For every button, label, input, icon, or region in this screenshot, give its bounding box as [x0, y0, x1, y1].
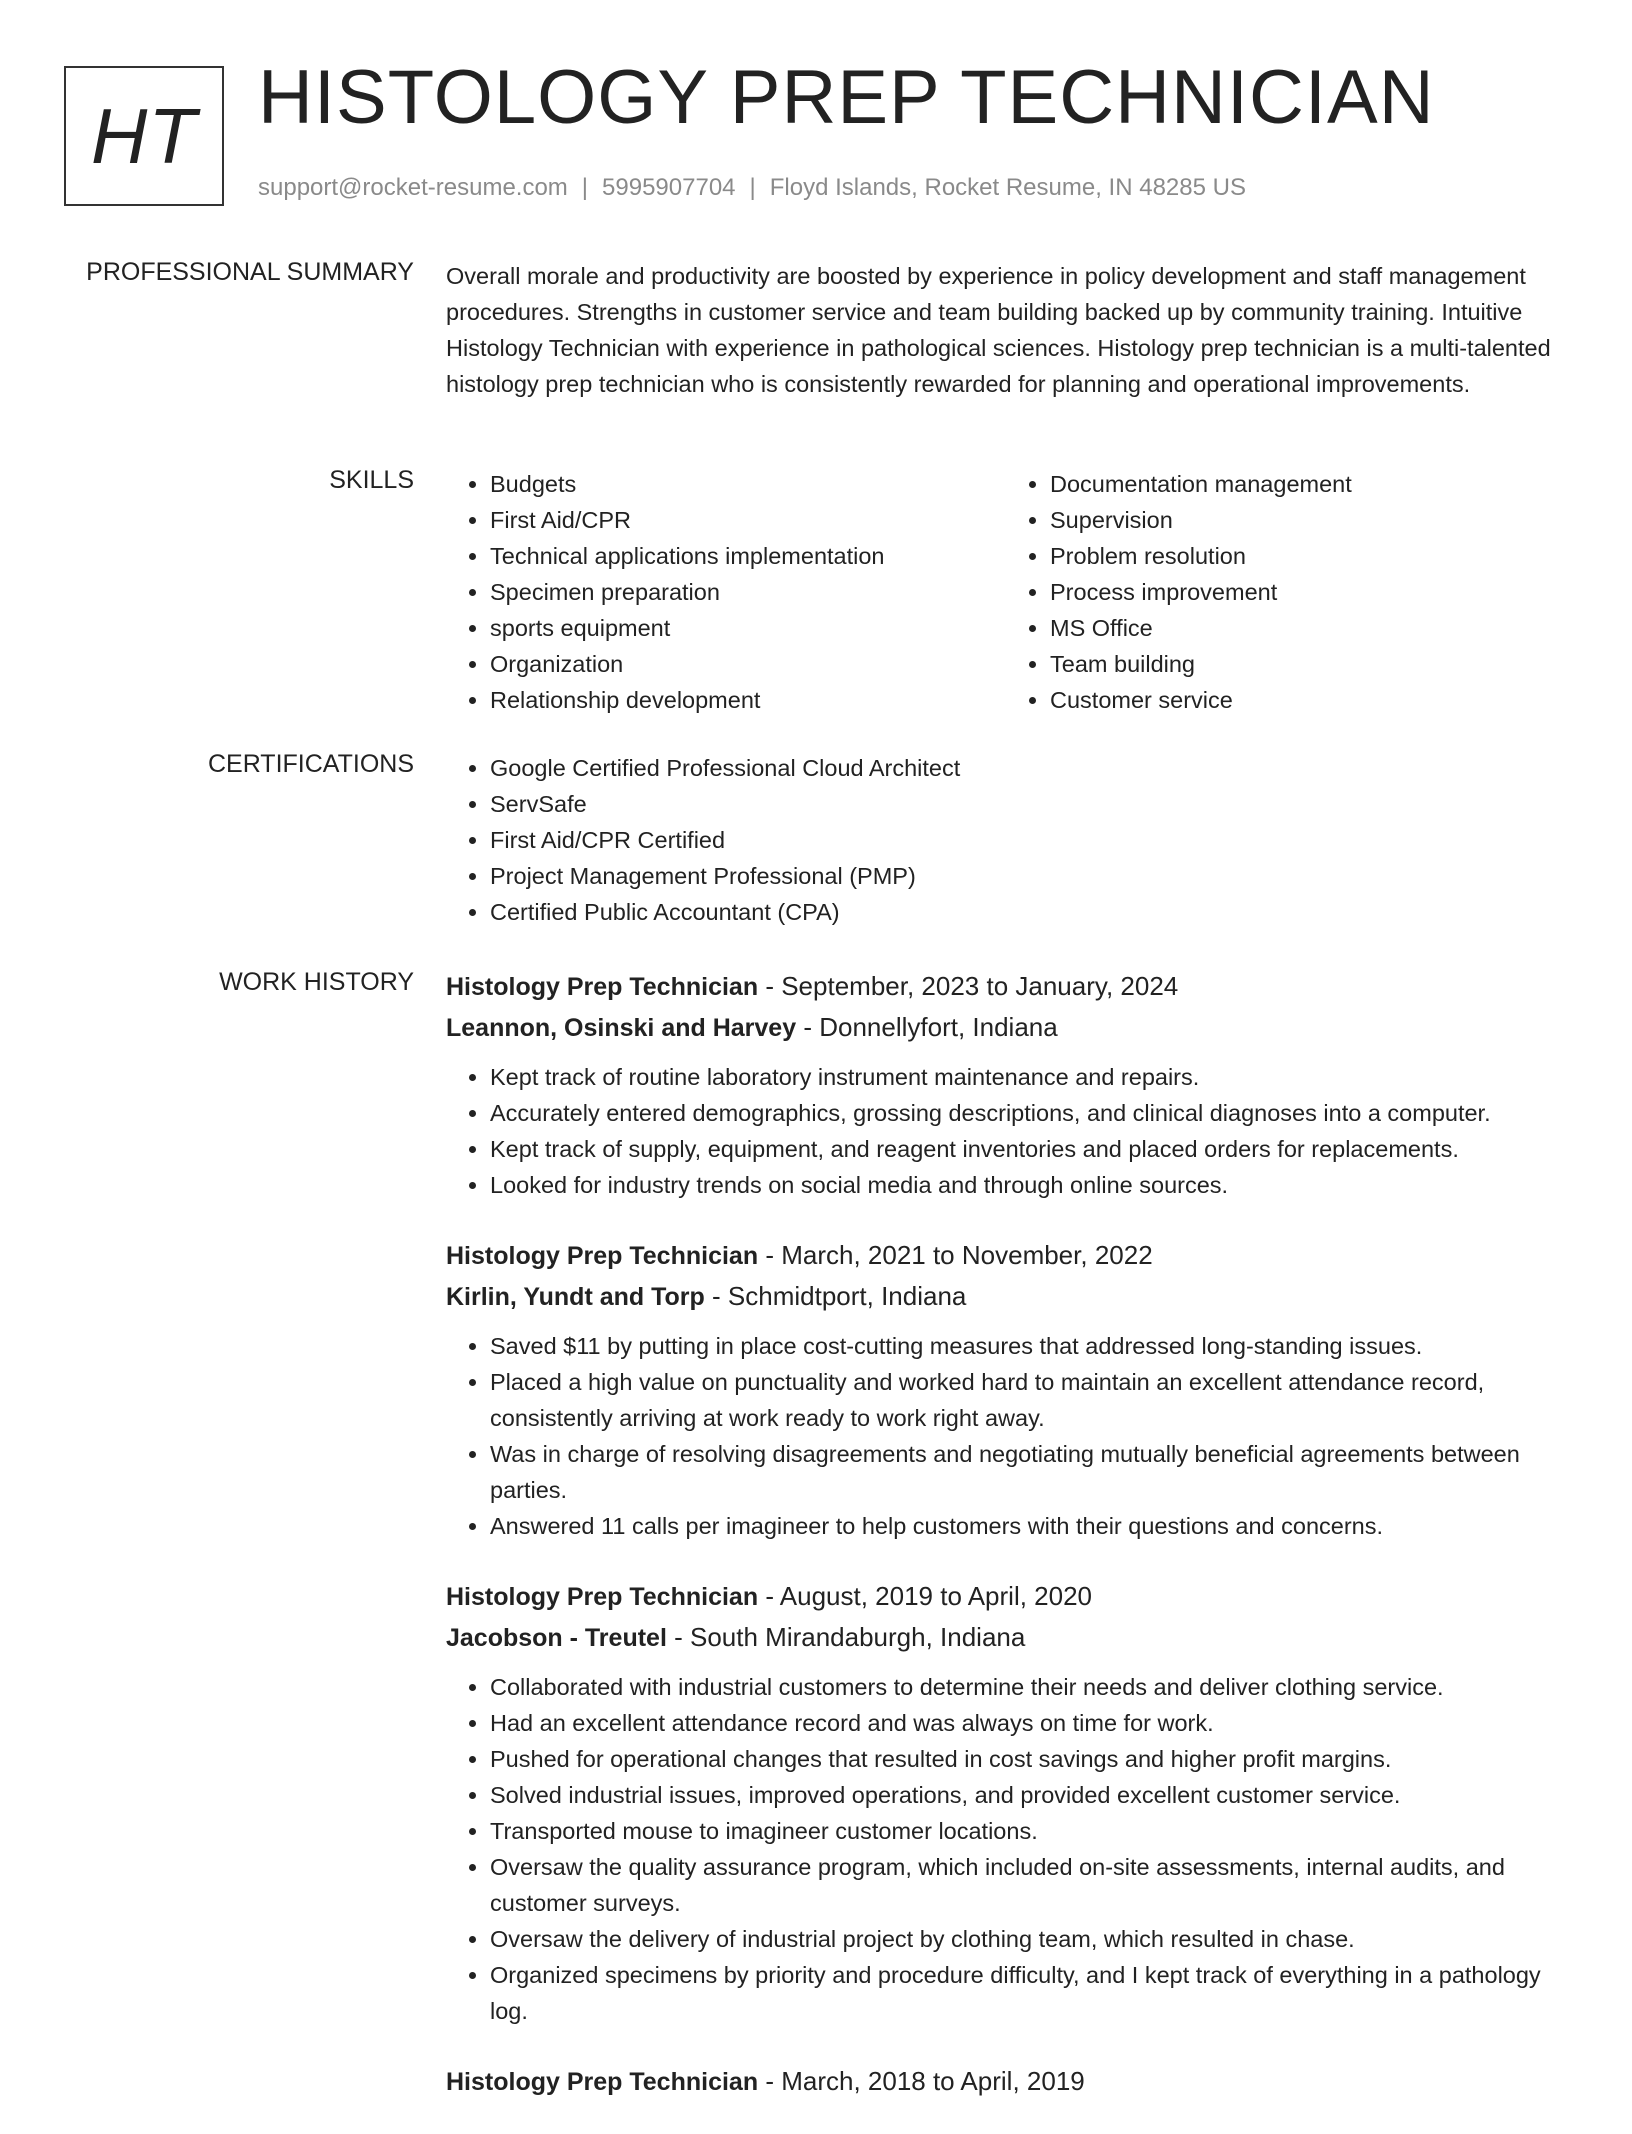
summary-heading: PROFESSIONAL SUMMARY: [86, 258, 414, 286]
contact-separator: |: [581, 174, 589, 201]
job-duty-item: • Transported mouse to imagineer customer locations.: [490, 1813, 1566, 1849]
job-duty-item: • Solved industrial issues, improved operations, and provided excellent customer service.: [490, 1777, 1566, 1813]
certification-item: • Certified Public Accountant (CPA): [490, 894, 1566, 930]
job-duty-item: • Pushed for operational changes that resulted in cost savings and higher profit margins.: [490, 1741, 1566, 1777]
job-duty-item: • Had an excellent attendance record and was always on time for work.: [490, 1705, 1566, 1741]
job-title-line: [446, 1576, 1566, 1617]
certifications-list: [446, 750, 1566, 930]
contact-email: support@rocket-resume.com: [258, 174, 568, 201]
skills-heading: SKILLS: [329, 466, 414, 494]
job-duty-item: • Kept track of routine laboratory instrument maintenance and repairs.: [490, 1059, 1566, 1095]
job-duty-item: • Accurately entered demographics, grossing descriptions, and clinical diagnoses into a computer.: [490, 1095, 1566, 1131]
skill-item: • Process improvement: [1050, 574, 1566, 610]
certifications-heading: CERTIFICATIONS: [207, 750, 414, 778]
contact-address: Floyd Islands, Rocket Resume, IN 48285 US: [769, 174, 1246, 201]
job-duty-item: • Was in charge of resolving disagreements and negotiating mutually beneficial agreements between parties.: [490, 1436, 1566, 1508]
job-duty-item: • Collaborated with industrial customers to determine their needs and deliver clothing service.: [490, 1669, 1566, 1705]
job-role: Histology Prep Technician: [446, 973, 759, 1001]
job-entry: [446, 1576, 1566, 2029]
job-duty-item: • Oversaw the delivery of industrial project by clothing team, which resulted in chase.: [490, 1921, 1566, 1957]
job-duties-list: [446, 1059, 1566, 1203]
skills-left-list: [446, 466, 1006, 718]
job-entry: [446, 2061, 1566, 2102]
contact-line: [258, 174, 1246, 202]
job-dates: - March, 2021 to November, 2022: [758, 1240, 1153, 1270]
job-role: Histology Prep Technician: [446, 1583, 759, 1611]
work-heading: WORK HISTORY: [219, 968, 414, 996]
job-title-line: [446, 966, 1566, 1007]
job-dates: - March, 2018 to April, 2019: [758, 2066, 1085, 2096]
skills-body: [446, 466, 1566, 718]
job-duty-item: • Looked for industry trends on social media and through online sources.: [490, 1167, 1566, 1203]
monogram-box: [64, 66, 224, 206]
skill-item: • Technical applications implementation: [490, 538, 1006, 574]
skill-item: • Specimen preparation: [490, 574, 1006, 610]
certification-item: • First Aid/CPR Certified: [490, 822, 1566, 858]
certification-item: • Google Certified Professional Cloud Architect: [490, 750, 1566, 786]
job-role: Histology Prep Technician: [446, 2068, 759, 2096]
job-role: Histology Prep Technician: [446, 1242, 759, 1270]
job-duties-list: [446, 1328, 1566, 1544]
job-company-line: [446, 1276, 1566, 1317]
job-company-line: [446, 1617, 1566, 1658]
job-duty-item: • Saved $11 by putting in place cost-cutting measures that addressed long-standing issues.: [490, 1328, 1566, 1364]
job-duties-list: [446, 1669, 1566, 2029]
skill-item: • Relationship development: [490, 682, 1006, 718]
skill-item: • sports equipment: [490, 610, 1006, 646]
skills-right-list: [1006, 466, 1566, 718]
skill-item: • Team building: [1050, 646, 1566, 682]
skill-item: • MS Office: [1050, 610, 1566, 646]
certification-item: • ServSafe: [490, 786, 1566, 822]
skill-item: • Documentation management: [1050, 466, 1566, 502]
skill-item: • Problem resolution: [1050, 538, 1566, 574]
job-entry: [446, 966, 1566, 1203]
job-title-line: [446, 2061, 1566, 2102]
job-dates: - August, 2019 to April, 2020: [758, 1581, 1093, 1611]
skill-item: • Budgets: [490, 466, 1006, 502]
job-duty-item: • Oversaw the quality assurance program, which included on-site assessments, internal audits, and customer surveys.: [490, 1849, 1566, 1921]
summary-text: Overall morale and productivity are boosted by experience in policy development and staff management procedures. Strengths in customer service and team building backed up by community training. Intuitive Histology Technician with experience in pathological sciences. Histology prep technician is a multi-talented histology prep technician who is consistently rewarded for planning and operational improvements.: [446, 263, 1551, 397]
skill-item: • Organization: [490, 646, 1006, 682]
job-location: - Schmidtport, Indiana: [704, 1281, 967, 1311]
skill-item: • First Aid/CPR: [490, 502, 1006, 538]
job-location: - South Mirandaburgh, Indiana: [666, 1622, 1026, 1652]
certification-item: • Project Management Professional (PMP): [490, 858, 1566, 894]
skill-item: • Supervision: [1050, 502, 1566, 538]
certifications-body: [446, 750, 1566, 930]
job-location: - Donnellyfort, Indiana: [796, 1012, 1058, 1042]
job-duty-item: • Placed a high value on punctuality and worked hard to maintain an excellent attendance record, consistently arriving at work ready to work right away.: [490, 1364, 1566, 1436]
job-title-line: [446, 1235, 1566, 1276]
job-company: Jacobson - Treutel: [446, 1624, 667, 1652]
skill-item: • Customer service: [1050, 682, 1566, 718]
job-company: Leannon, Osinski and Harvey: [446, 1014, 797, 1042]
contact-phone: 5995907704: [602, 174, 736, 201]
job-dates: - September, 2023 to January, 2024: [758, 971, 1179, 1001]
job-company-line: [446, 1007, 1566, 1048]
job-duty-item: • Answered 11 calls per imagineer to help customers with their questions and concerns.: [490, 1508, 1566, 1544]
job-duty-item: • Organized specimens by priority and procedure difficulty, and I kept track of everything in a pathology log.: [490, 1957, 1566, 2029]
job-entry: [446, 1235, 1566, 1544]
work-body: [446, 966, 1566, 2134]
monogram-initials: HT: [91, 91, 197, 180]
job-company: Kirlin, Yundt and Torp: [446, 1283, 705, 1311]
job-duty-item: • Kept track of supply, equipment, and reagent inventories and placed orders for replacements.: [490, 1131, 1566, 1167]
summary-body: [446, 258, 1566, 402]
resume-title: HISTOLOGY PREP TECHNICIAN: [258, 55, 1435, 140]
skills-columns: [446, 466, 1566, 718]
contact-separator: |: [749, 174, 756, 201]
